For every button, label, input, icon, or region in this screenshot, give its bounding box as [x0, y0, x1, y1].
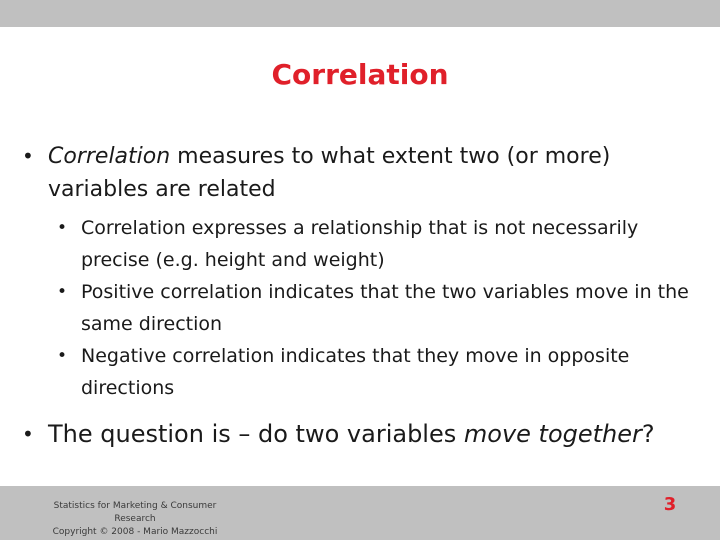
bullet2-italic: move together [463, 420, 642, 448]
subbullet-list [57, 212, 702, 404]
footer-line-2: Copyright © 2008 - Mario Mazzocchi [52, 527, 218, 537]
subbullet-text: Positive correlation indicates that the two variables move in the same direction [81, 281, 689, 335]
subbullet-text: Correlation expresses a relationship that is not necessarily precise (e.g. height and weight) [81, 217, 639, 271]
bullet-item-1 [22, 140, 702, 206]
bullet-dot-icon: • [22, 144, 34, 168]
subbullet-item [57, 212, 702, 276]
bullet1-italic-term: Correlation [48, 144, 171, 169]
subbullet-dot-icon: • [57, 218, 68, 238]
subbullet-dot-icon: • [57, 346, 68, 366]
subbullet-item [57, 340, 702, 404]
bullet2-prefix: The question is – do two variables [48, 420, 464, 448]
subbullet-text: Negative correlation indicates that they move in opposite directions [81, 345, 630, 399]
bullet1-text: measures to what extent two (or more) variables are related [48, 144, 611, 202]
page-number: 3 [663, 494, 677, 515]
subbullet-dot-icon: • [57, 282, 68, 302]
slide-title: Correlation [271, 58, 449, 91]
bullet-item-2 [22, 416, 702, 452]
subbullet-item [57, 276, 702, 340]
footer-line-1: Statistics for Marketing & Consumer Research [53, 501, 217, 524]
footer-credits [32, 500, 238, 539]
bullet-dot-icon: • [22, 422, 34, 446]
header-band [0, 0, 720, 27]
bullet2-suffix: ? [641, 420, 655, 448]
bullet-list [22, 140, 702, 452]
